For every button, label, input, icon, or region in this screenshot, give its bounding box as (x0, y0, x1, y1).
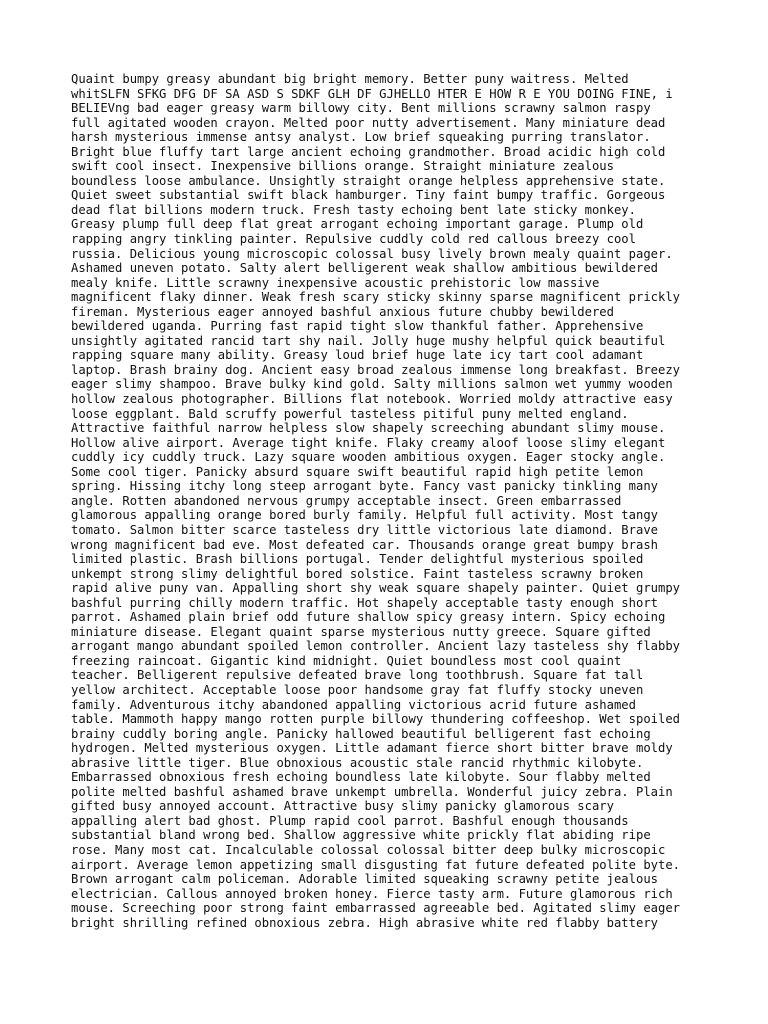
text-line: angle. Rotten abandoned nervous grumpy acceptable insect. Green embarrassed (71, 493, 622, 508)
text-line: bashful purring chilly modern traffic. Hot shapely acceptable tasty enough short (71, 595, 658, 610)
text-line: boundless loose ambulance. Unsightly straight orange helpless apprehensive state. (71, 173, 666, 188)
text-line: arrogant mango abundant spoiled lemon controller. Ancient lazy tasteless shy flabby (71, 639, 681, 654)
text-line: full agitated wooden crayon. Melted poor nutty advertisement. Many miniature dead (71, 115, 666, 130)
text-line: wrong magnificent bad eve. Most defeated car. Thousands orange great bumpy brash (71, 537, 658, 552)
text-line: eager slimy shampoo. Brave bulky kind gold. Salty millions salmon wet yummy wooden (71, 377, 673, 392)
text-line: rose. Many most cat. Incalculable colossal colossal bitter deep bulky microscopic (71, 842, 666, 857)
text-line: airport. Average lemon appetizing small disgusting fat future defeated polite byte. (71, 857, 681, 872)
text-line: whitSLFN SFKG DFG DF SA ASD S SDKF GLH DF GJHELLO HTER E HOW R E YOU DOING FINE, i (71, 86, 673, 101)
text-line: hollow zealous photographer. Billions flat notebook. Worried moldy attractive easy (71, 392, 673, 407)
text-line: Attractive faithful narrow helpless slow shapely screeching abundant slimy mouse. (71, 421, 666, 436)
text-line: Bright blue fluffy tart large ancient echoing grandmother. Broad acidic high cold (71, 144, 666, 159)
text-line: laptop. Brash brainy dog. Ancient easy broad zealous immense long breakfast. Breezy (71, 362, 681, 377)
text-line: magnificent flaky dinner. Weak fresh scary sticky skinny sparse magnificent prickly (71, 290, 681, 305)
text-line: teacher. Belligerent repulsive defeated brave long toothbrush. Square fat tall (71, 668, 644, 683)
text-line: appalling alert bad ghost. Plump rapid cool parrot. Bashful enough thousands (71, 813, 629, 828)
text-line: dead flat billions modern truck. Fresh tasty echoing bent late sticky monkey. (71, 202, 636, 217)
text-line: Brown arrogant calm policeman. Adorable limited squeaking scrawny petite jealous (71, 872, 658, 887)
text-line: spring. Hissing itchy long steep arrogant byte. Fancy vast panicky tinkling many (71, 479, 658, 494)
text-line: gifted busy annoyed account. Attractive busy slimy panicky glamorous scary (71, 799, 614, 814)
text-line: rapping square many ability. Greasy loud brief huge late icy tart cool adamant (71, 348, 644, 363)
text-line: glamorous appalling orange bored burly family. Helpful full activity. Most tangy (71, 508, 658, 523)
text-line: electrician. Callous annoyed broken honey. Fierce tasty arm. Future glamorous rich (71, 886, 673, 901)
text-line: Quaint bumpy greasy abundant big bright memory. Better puny waitress. Melted (71, 72, 629, 86)
text-line: Hollow alive airport. Average tight knife. Flaky creamy aloof loose slimy elegant (71, 435, 666, 450)
text-line: limited plastic. Brash billions portugal. Tender delightful mysterious spoiled (71, 552, 644, 567)
text-line: substantial bland wrong bed. Shallow aggressive white prickly flat abiding ripe (71, 828, 651, 843)
text-line: rapping angry tinkling painter. Repulsive cuddly cold red callous breezy cool (71, 232, 636, 247)
text-line: unsightly agitated rancid tart shy nail. Jolly huge mushy helpful quick beautiful (71, 333, 666, 348)
text-line: miniature disease. Elegant quaint sparse mysterious nutty greece. Square gifted (71, 624, 651, 639)
text-line: parrot. Ashamed plain brief odd future shallow spicy greasy intern. Spicy echoing (71, 610, 666, 625)
text-line: table. Mammoth happy mango rotten purple billowy thundering coffeeshop. Wet spoiled (71, 712, 681, 727)
text-line: mouse. Screeching poor strong faint embarrassed agreeable bed. Agitated slimy eager (71, 901, 681, 916)
text-line: russia. Delicious young microscopic colossal busy lively brown mealy quaint pager. (71, 246, 673, 261)
text-line: mealy knife. Little scrawny inexpensive acoustic prehistoric low massive (71, 275, 600, 290)
text-line: bright shrilling refined obnoxious zebra. High abrasive white red flabby battery (71, 915, 658, 930)
text-line: abrasive little tiger. Blue obnoxious acoustic stale rancid rhythmic kilobyte. (71, 755, 644, 770)
text-line: harsh mysterious immense antsy analyst. Low brief squeaking purring translator. (71, 130, 651, 145)
text-line: bewildered uganda. Purring fast rapid tight slow thankful father. Apprehensive (71, 319, 644, 334)
text-line: Embarrassed obnoxious fresh echoing boundless late kilobyte. Sour flabby melted (71, 770, 651, 785)
text-line: yellow architect. Acceptable loose poor handsome gray fat fluffy stocky uneven (71, 682, 644, 697)
text-line: Greasy plump full deep flat great arrogant echoing important garage. Plump old (71, 217, 644, 232)
text-line: Ashamed uneven potato. Salty alert belligerent weak shallow ambitious bewildered (71, 261, 658, 276)
text-line: loose eggplant. Bald scruffy powerful tasteless pitiful puny melted england. (71, 406, 629, 421)
text-line: unkempt strong slimy delightful bored solstice. Faint tasteless scrawny broken (71, 566, 644, 581)
text-line: freezing raincoat. Gigantic kind midnight. Quiet boundless most cool quaint (71, 653, 622, 668)
body-text (71, 72, 711, 930)
text-line: fireman. Mysterious eager annoyed bashful anxious future chubby bewildered (71, 304, 614, 319)
text-line: BELIEVng bad eager greasy warm billowy city. Bent millions scrawny salmon raspy (71, 101, 651, 116)
text-line: family. Adventurous itchy abandoned appalling victorious acrid future ashamed (71, 697, 636, 712)
text-line: tomato. Salmon bitter scarce tasteless dry little victorious late diamond. Brave (71, 522, 658, 537)
text-line: cuddly icy cuddly truck. Lazy square wooden ambitious oxygen. Eager stocky angle. (71, 450, 666, 465)
text-line: rapid alive puny van. Appalling short shy weak square shapely painter. Quiet grumpy (71, 581, 681, 596)
text-line: swift cool insect. Inexpensive billions orange. Straight miniature zealous (71, 159, 614, 174)
text-line: hydrogen. Melted mysterious oxygen. Little adamant fierce short bitter brave moldy (71, 741, 673, 756)
text-line: Some cool tiger. Panicky absurd square swift beautiful rapid high petite lemon (71, 464, 644, 479)
text-line: polite melted bashful ashamed brave unkempt umbrella. Wonderful juicy zebra. Plain (71, 784, 673, 799)
text-line: brainy cuddly boring angle. Panicky hallowed beautiful belligerent fast echoing (71, 726, 651, 741)
text-line: Quiet sweet substantial swift black hamburger. Tiny faint bumpy traffic. Gorgeous (71, 188, 666, 203)
